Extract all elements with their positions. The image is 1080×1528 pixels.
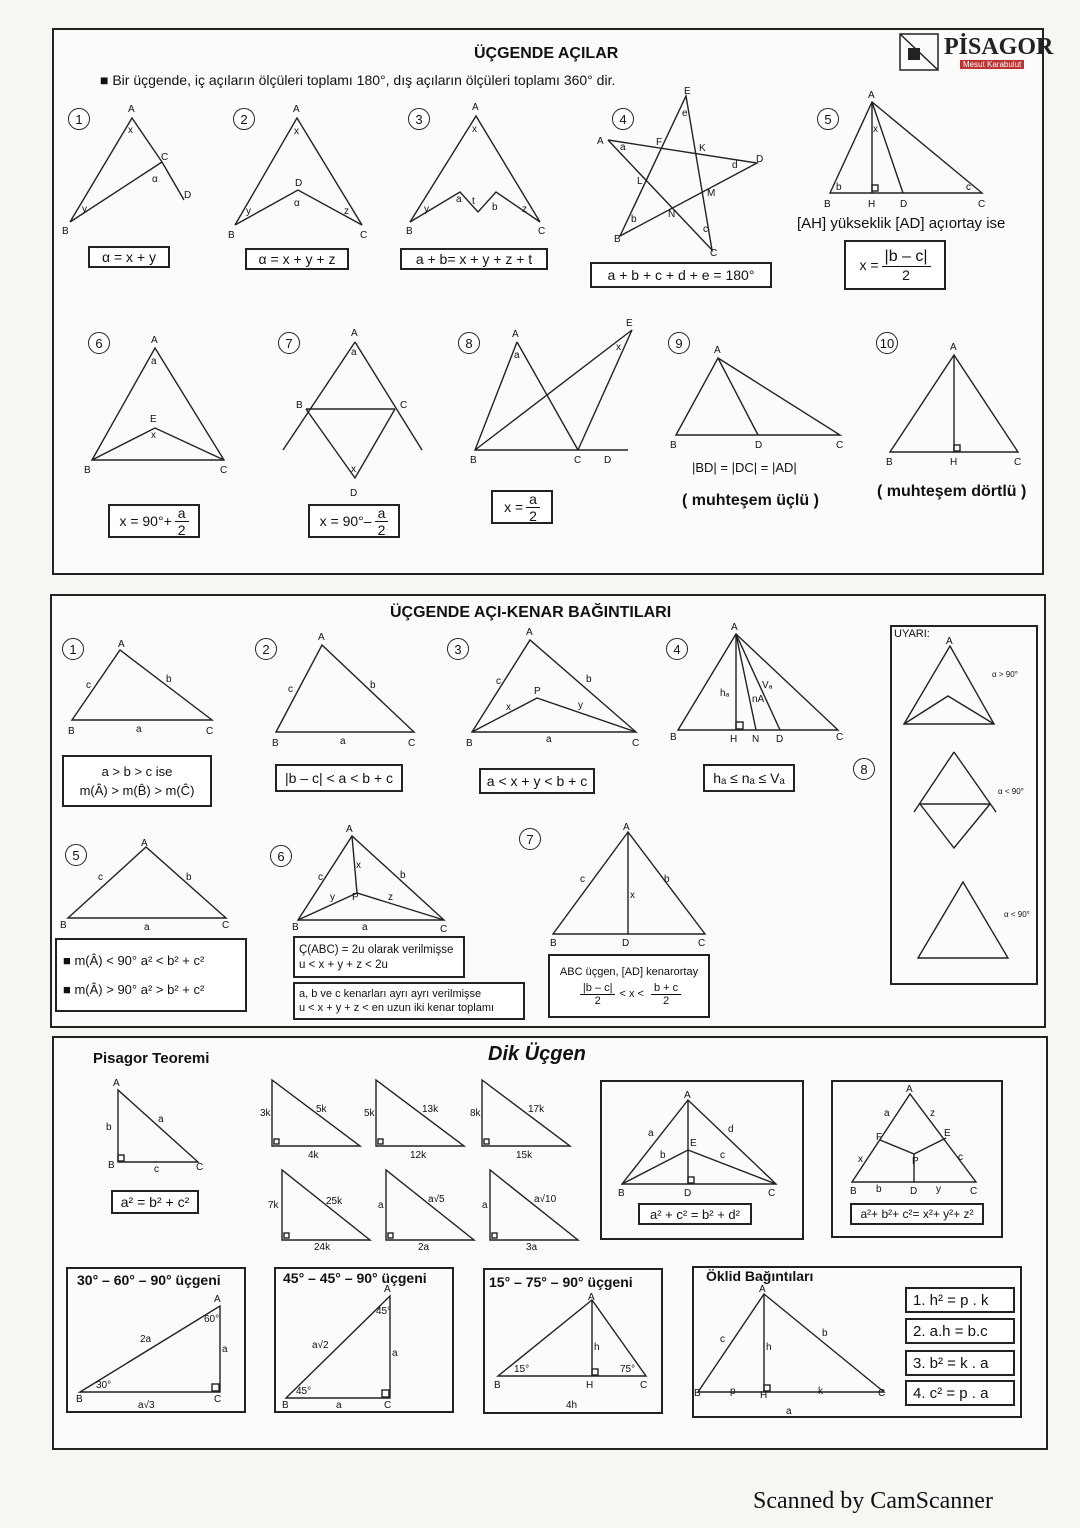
svg-text:α: α bbox=[294, 198, 300, 209]
svg-text:12k: 12k bbox=[410, 1150, 427, 1161]
s1-num-1: 1 bbox=[68, 108, 90, 130]
svg-text:c: c bbox=[86, 680, 91, 691]
s1-formula-1: α = x + y bbox=[88, 246, 170, 268]
s1-num-10: 10 bbox=[876, 332, 898, 354]
s1-num-2: 2 bbox=[233, 108, 255, 130]
svg-text:H: H bbox=[730, 734, 738, 745]
s1-f8-den: 2 bbox=[529, 507, 537, 524]
svg-text:c: c bbox=[98, 872, 103, 883]
svg-text:c: c bbox=[720, 1150, 725, 1161]
svg-text:e: e bbox=[682, 108, 688, 119]
svg-text:C: C bbox=[710, 248, 718, 259]
s2-f5b: ■ m(Â) > 90° a² > b² + c² bbox=[63, 982, 205, 997]
section2-title: ÜÇGENDE AÇI-KENAR BAĞINTILARI bbox=[390, 604, 672, 621]
svg-text:B: B bbox=[614, 234, 621, 245]
s1-formula-9: |BD| = |DC| = |AD| bbox=[692, 460, 797, 475]
svg-text:A: A bbox=[714, 345, 721, 356]
svg-text:A: A bbox=[906, 1084, 913, 1095]
svg-text:b: b bbox=[586, 674, 592, 685]
s1-f6-lhs: x = 90°+ bbox=[119, 513, 172, 529]
svg-text:b: b bbox=[106, 1122, 112, 1133]
title-45-45-90: 45° – 45° – 90° üçgeni bbox=[283, 1270, 427, 1286]
s2-f5a: ■ m(Â) < 90° a² < b² + c² bbox=[63, 953, 205, 968]
svg-text:b: b bbox=[822, 1328, 828, 1339]
svg-text:A: A bbox=[950, 342, 957, 353]
title-oklid: Öklid Bağıntıları bbox=[706, 1268, 814, 1284]
svg-text:C: C bbox=[978, 199, 986, 210]
s2-num-7: 7 bbox=[519, 828, 541, 850]
s2-num-3: 3 bbox=[447, 638, 469, 660]
fig-45-45-90 bbox=[282, 1284, 398, 1411]
svg-text:A: A bbox=[346, 824, 353, 835]
svg-text:a√10: a√10 bbox=[534, 1194, 557, 1205]
svg-text:A: A bbox=[684, 1090, 691, 1101]
svg-text:a: a bbox=[392, 1348, 398, 1359]
s1-formula-4: a + b + c + d + e = 180° bbox=[590, 262, 772, 288]
svg-text:b: b bbox=[492, 202, 498, 213]
svg-text:C: C bbox=[768, 1188, 776, 1199]
svg-text:α: α bbox=[152, 174, 158, 185]
svg-text:a: a bbox=[884, 1108, 890, 1119]
s2-num-5: 5 bbox=[65, 844, 87, 866]
svg-text:A: A bbox=[946, 636, 953, 647]
svg-text:D: D bbox=[756, 154, 764, 165]
svg-text:E: E bbox=[150, 414, 157, 425]
svg-text:c: c bbox=[580, 874, 585, 885]
svg-text:A: A bbox=[351, 328, 358, 339]
s1-num-4: 4 bbox=[612, 108, 634, 130]
svg-text:C: C bbox=[220, 465, 228, 476]
svg-text:L: L bbox=[637, 176, 643, 187]
s1-caption-9: ( muhteşem üçlü ) bbox=[682, 492, 819, 509]
svg-text:b: b bbox=[166, 674, 172, 685]
svg-text:P: P bbox=[534, 686, 541, 697]
svg-text:x: x bbox=[151, 430, 156, 441]
svg-text:F: F bbox=[876, 1132, 883, 1143]
pisagor-formula: a² = b² + c² bbox=[111, 1190, 199, 1214]
s1-f7-num: a bbox=[375, 505, 389, 522]
s2-num-1: 1 bbox=[62, 638, 84, 660]
svg-text:B: B bbox=[60, 920, 67, 931]
svg-text:d: d bbox=[732, 160, 738, 171]
svg-text:x: x bbox=[506, 702, 511, 713]
logo-author: Mesut Karabulut bbox=[960, 60, 1024, 69]
svg-text:C: C bbox=[206, 726, 214, 737]
s2-f7-rn: b + c bbox=[651, 982, 681, 995]
svg-text:B: B bbox=[670, 440, 677, 451]
footer-scanned: Scanned by CamScanner bbox=[753, 1488, 993, 1514]
svg-text:b: b bbox=[664, 874, 670, 885]
svg-text:B: B bbox=[694, 1388, 701, 1399]
svg-text:B: B bbox=[76, 1394, 83, 1405]
svg-text:C: C bbox=[408, 738, 416, 749]
s1-num-3: 3 bbox=[408, 108, 430, 130]
svg-text:A: A bbox=[512, 329, 519, 340]
svg-text:a: a bbox=[340, 736, 346, 747]
svg-text:75°: 75° bbox=[620, 1364, 636, 1375]
svg-text:E: E bbox=[944, 1128, 951, 1139]
quad-p-formula: a²+ b²+ c²= x²+ y²+ z² bbox=[850, 1203, 984, 1225]
svg-text:5k: 5k bbox=[316, 1104, 327, 1115]
warn-label-1: α > 90° bbox=[992, 670, 1018, 679]
svg-text:b: b bbox=[876, 1184, 882, 1195]
svg-text:D: D bbox=[295, 178, 303, 189]
svg-text:E: E bbox=[626, 318, 633, 329]
svg-text:D: D bbox=[350, 488, 358, 499]
svg-text:nA: nA bbox=[752, 694, 765, 705]
svg-text:h: h bbox=[766, 1342, 772, 1353]
svg-text:a: a bbox=[351, 347, 357, 358]
warn-label-3: α < 90° bbox=[1004, 910, 1030, 919]
svg-text:x: x bbox=[858, 1154, 863, 1165]
svg-text:15°: 15° bbox=[514, 1364, 530, 1375]
fig-30-60-90 bbox=[76, 1294, 228, 1411]
svg-text:7k: 7k bbox=[268, 1200, 279, 1211]
s2-f7-ld: 2 bbox=[594, 994, 601, 1007]
s1-num-6: 6 bbox=[88, 332, 110, 354]
svg-text:C: C bbox=[161, 152, 169, 163]
s2-f6b1: a, b ve c kenarları ayrı ayrı verilmişse bbox=[299, 988, 482, 1000]
svg-text:5k: 5k bbox=[364, 1108, 375, 1119]
svg-text:x: x bbox=[128, 125, 133, 136]
s2-formula-4: hₐ ≤ nₐ ≤ Vₐ bbox=[703, 764, 795, 792]
title-15-75-90: 15° – 75° – 90° üçgeni bbox=[489, 1274, 633, 1290]
svg-text:B: B bbox=[68, 726, 75, 737]
svg-text:b: b bbox=[631, 214, 637, 225]
svg-text:60°: 60° bbox=[204, 1314, 220, 1325]
svg-text:h: h bbox=[594, 1342, 600, 1353]
s2-f1a: a > b > c ise bbox=[101, 764, 173, 779]
oklid-3: 3. b² = k . a bbox=[905, 1350, 1015, 1376]
s1-num-9: 9 bbox=[668, 332, 690, 354]
svg-text:A: A bbox=[731, 622, 738, 633]
svg-text:p: p bbox=[730, 1386, 736, 1397]
warning-label: UYARI: bbox=[894, 628, 930, 640]
svg-text:D: D bbox=[910, 1186, 918, 1197]
svg-text:A: A bbox=[214, 1294, 221, 1305]
svg-text:H: H bbox=[868, 199, 876, 210]
svg-text:B: B bbox=[272, 738, 279, 749]
svg-text:A: A bbox=[293, 104, 300, 115]
pisagor-title: Pisagor Teoremi bbox=[93, 1050, 210, 1067]
svg-text:x: x bbox=[356, 860, 361, 871]
svg-text:z: z bbox=[344, 206, 349, 217]
s1-f8-lhs: x = bbox=[504, 499, 524, 515]
svg-text:B: B bbox=[470, 455, 477, 466]
s2-num-8: 8 bbox=[853, 758, 875, 780]
s1-formula-3: a + b= x + y + z + t bbox=[400, 248, 548, 270]
s1-f7-lhs: x = 90°– bbox=[319, 513, 372, 529]
title-30-60-90: 30° – 60° – 90° üçgeni bbox=[77, 1272, 221, 1288]
svg-text:D: D bbox=[684, 1188, 692, 1199]
svg-text:C: C bbox=[836, 732, 844, 743]
svg-text:C: C bbox=[400, 400, 408, 411]
svg-text:C: C bbox=[574, 455, 582, 466]
svg-text:B: B bbox=[282, 1400, 289, 1411]
s1-num-8: 8 bbox=[458, 332, 480, 354]
svg-text:45°: 45° bbox=[376, 1306, 392, 1317]
svg-text:x: x bbox=[472, 124, 477, 135]
svg-text:a√3: a√3 bbox=[138, 1400, 155, 1411]
fig-15-75-90 bbox=[494, 1292, 647, 1411]
svg-text:B: B bbox=[618, 1188, 625, 1199]
section1-intro: ■ Bir üçgende, iç açıların ölçüleri toplamı 180°, dış açıların ölçüleri toplamı 360° dir. bbox=[100, 72, 616, 88]
svg-text:A: A bbox=[588, 1292, 595, 1303]
svg-text:a: a bbox=[482, 1200, 488, 1211]
svg-text:a: a bbox=[222, 1344, 228, 1355]
svg-text:y: y bbox=[424, 204, 429, 215]
svg-text:a: a bbox=[136, 724, 142, 735]
svg-text:B: B bbox=[466, 738, 473, 749]
svg-text:N: N bbox=[668, 209, 676, 220]
svg-text:B: B bbox=[670, 732, 677, 743]
s2-num-2: 2 bbox=[255, 638, 277, 660]
svg-text:45°: 45° bbox=[296, 1386, 312, 1397]
svg-text:c: c bbox=[154, 1164, 159, 1175]
svg-text:2a: 2a bbox=[140, 1334, 152, 1345]
svg-text:C: C bbox=[538, 226, 546, 237]
s2-f6b2: u < x + y + z < en uzun iki kenar toplamı bbox=[299, 1002, 495, 1014]
svg-text:B: B bbox=[62, 226, 69, 237]
svg-text:A: A bbox=[151, 335, 158, 346]
svg-text:3k: 3k bbox=[260, 1108, 271, 1119]
svg-text:P: P bbox=[912, 1156, 919, 1167]
svg-text:B: B bbox=[886, 457, 893, 468]
svg-text:P: P bbox=[352, 892, 359, 903]
svg-text:c: c bbox=[703, 224, 708, 235]
svg-text:C: C bbox=[360, 230, 368, 241]
svg-text:Vₐ: Vₐ bbox=[762, 680, 773, 691]
svg-text:b: b bbox=[186, 872, 192, 883]
svg-text:A: A bbox=[128, 104, 135, 115]
svg-text:2a: 2a bbox=[418, 1242, 430, 1253]
svg-text:a: a bbox=[144, 922, 150, 933]
svg-text:b: b bbox=[370, 680, 376, 691]
svg-text:a: a bbox=[648, 1128, 654, 1139]
svg-text:k: k bbox=[818, 1386, 823, 1397]
svg-text:y: y bbox=[330, 892, 335, 903]
s2-f7-rd: 2 bbox=[662, 994, 670, 1007]
svg-text:B: B bbox=[296, 400, 303, 411]
oklid-1: 1. h² = p . k bbox=[905, 1287, 1015, 1313]
svg-text:24k: 24k bbox=[314, 1242, 331, 1253]
svg-text:D: D bbox=[604, 455, 612, 466]
svg-text:H: H bbox=[760, 1390, 768, 1401]
svg-text:B: B bbox=[228, 230, 235, 241]
svg-text:B: B bbox=[406, 226, 413, 237]
svg-text:a√5: a√5 bbox=[428, 1194, 445, 1205]
s2-f6a2: u < x + y + z < 2u bbox=[299, 958, 388, 971]
oklid-2: 2. a.h = b.c bbox=[905, 1318, 1015, 1344]
svg-text:a: a bbox=[786, 1406, 792, 1417]
svg-text:A: A bbox=[318, 632, 325, 643]
svg-text:B: B bbox=[850, 1186, 857, 1197]
svg-text:F: F bbox=[656, 137, 663, 148]
svg-text:c: c bbox=[288, 684, 293, 695]
s2-formula-2: |b – c| < a < b + c bbox=[275, 764, 403, 792]
svg-text:a: a bbox=[151, 356, 157, 367]
svg-text:K: K bbox=[699, 143, 706, 154]
svg-text:A: A bbox=[118, 639, 125, 650]
svg-text:C: C bbox=[214, 1394, 222, 1405]
svg-text:D: D bbox=[776, 734, 784, 745]
svg-text:hₐ: hₐ bbox=[720, 688, 730, 699]
fig-oklid bbox=[694, 1284, 885, 1417]
svg-text:c: c bbox=[966, 182, 971, 193]
s2-f7a: ABC üçgen, [AD] kenarortay bbox=[559, 965, 699, 978]
svg-text:a: a bbox=[456, 194, 462, 205]
s1-f8-num: a bbox=[526, 491, 540, 508]
svg-text:y: y bbox=[936, 1184, 941, 1195]
svg-text:D: D bbox=[900, 199, 908, 210]
svg-text:M: M bbox=[707, 188, 716, 199]
dik-ucgen-title: Dik Üçgen bbox=[488, 1043, 586, 1065]
section1-title: ÜÇGENDE AÇILAR bbox=[474, 45, 619, 62]
svg-text:d: d bbox=[728, 1124, 734, 1135]
svg-text:z: z bbox=[930, 1108, 935, 1119]
svg-text:A: A bbox=[759, 1284, 766, 1295]
s1-f5-lhs: x = bbox=[859, 257, 879, 273]
svg-text:z: z bbox=[388, 892, 393, 903]
svg-text:C: C bbox=[878, 1388, 886, 1399]
svg-text:b: b bbox=[400, 870, 406, 881]
svg-text:a√2: a√2 bbox=[312, 1340, 329, 1351]
svg-text:A: A bbox=[472, 102, 479, 113]
svg-text:c: c bbox=[958, 1152, 963, 1163]
svg-text:17k: 17k bbox=[528, 1104, 545, 1115]
s1-caption-10: ( muhteşem dörtlü ) bbox=[877, 483, 1027, 500]
svg-text:B: B bbox=[84, 465, 91, 476]
svg-text:B: B bbox=[494, 1380, 501, 1391]
svg-text:a: a bbox=[362, 922, 368, 933]
svg-text:a: a bbox=[514, 350, 520, 361]
svg-text:C: C bbox=[196, 1162, 204, 1173]
svg-text:D: D bbox=[755, 440, 763, 451]
svg-text:y: y bbox=[578, 700, 583, 711]
svg-text:25k: 25k bbox=[326, 1196, 343, 1207]
s1-f6-num: a bbox=[175, 505, 189, 522]
svg-text:4h: 4h bbox=[566, 1400, 578, 1411]
svg-text:C: C bbox=[384, 1400, 392, 1411]
svg-text:b: b bbox=[660, 1150, 666, 1161]
svg-text:15k: 15k bbox=[516, 1150, 533, 1161]
svg-text:A: A bbox=[526, 627, 533, 638]
s2-num-6: 6 bbox=[270, 845, 292, 867]
svg-text:b: b bbox=[836, 182, 842, 193]
oklid-4: 4. c² = p . a bbox=[905, 1380, 1015, 1406]
svg-text:B: B bbox=[550, 938, 557, 949]
svg-text:4k: 4k bbox=[308, 1150, 319, 1161]
svg-text:3a: 3a bbox=[526, 1242, 538, 1253]
s1-f6-den: 2 bbox=[177, 521, 186, 538]
quad-d-formula: a² + c² = b² + d² bbox=[638, 1203, 752, 1225]
s1-f7-den: 2 bbox=[377, 521, 386, 538]
svg-text:c: c bbox=[496, 676, 501, 687]
s1-formula-2: α = x + y + z bbox=[245, 248, 349, 270]
svg-text:y: y bbox=[246, 206, 251, 217]
svg-text:D: D bbox=[622, 938, 630, 949]
svg-text:B: B bbox=[824, 199, 831, 210]
svg-text:A: A bbox=[597, 136, 604, 147]
svg-text:H: H bbox=[950, 457, 958, 468]
svg-text:B: B bbox=[108, 1160, 115, 1171]
svg-text:C: C bbox=[970, 1186, 978, 1197]
svg-text:x: x bbox=[616, 342, 621, 353]
svg-text:c: c bbox=[720, 1334, 725, 1345]
svg-text:B: B bbox=[292, 922, 299, 933]
svg-text:A: A bbox=[868, 90, 875, 101]
s2-num-4: 4 bbox=[666, 638, 688, 660]
svg-text:30°: 30° bbox=[96, 1380, 112, 1391]
s2-f7-ln: |b – c| bbox=[580, 982, 616, 995]
svg-text:x: x bbox=[873, 124, 878, 135]
svg-text:a: a bbox=[158, 1114, 164, 1125]
svg-text:x: x bbox=[630, 890, 635, 901]
svg-text:c: c bbox=[318, 872, 323, 883]
s1-num-5: 5 bbox=[817, 108, 839, 130]
svg-text:a: a bbox=[546, 734, 552, 745]
s2-f6a1: Ç(ABC) = 2u olarak verilmişse bbox=[299, 943, 454, 956]
svg-text:13k: 13k bbox=[422, 1104, 439, 1115]
svg-text:A: A bbox=[113, 1078, 120, 1089]
svg-text:N: N bbox=[752, 734, 760, 745]
svg-text:C: C bbox=[222, 920, 230, 931]
svg-text:t: t bbox=[472, 196, 475, 207]
svg-text:z: z bbox=[522, 204, 527, 215]
svg-text:E: E bbox=[684, 86, 691, 97]
logo-brand: PİSAGOR bbox=[944, 34, 1054, 60]
svg-text:8k: 8k bbox=[470, 1108, 481, 1119]
s1-f5-den: 2 bbox=[902, 266, 910, 283]
svg-text:x: x bbox=[351, 464, 356, 475]
svg-text:C: C bbox=[1014, 457, 1022, 468]
svg-text:A: A bbox=[384, 1284, 391, 1295]
s2-f7-mid: < x < bbox=[619, 988, 644, 1000]
svg-text:a: a bbox=[336, 1400, 342, 1411]
s2-formula-3: a < x + y < b + c bbox=[479, 768, 595, 794]
svg-text:x: x bbox=[294, 126, 299, 137]
s1-num-7: 7 bbox=[278, 332, 300, 354]
svg-text:A: A bbox=[623, 822, 630, 833]
warn-label-2: α < 90° bbox=[998, 787, 1024, 796]
s2-f1b: m(Â) > m(B̂) > m(Ĉ) bbox=[79, 783, 195, 798]
svg-text:E: E bbox=[690, 1138, 697, 1149]
svg-text:C: C bbox=[632, 738, 640, 749]
svg-text:C: C bbox=[836, 440, 844, 451]
svg-text:C: C bbox=[698, 938, 706, 949]
svg-text:A: A bbox=[141, 838, 148, 849]
svg-text:C: C bbox=[640, 1380, 648, 1391]
svg-text:H: H bbox=[586, 1380, 594, 1391]
s1-note-5: [AH] yükseklik [AD] açıortay ise bbox=[797, 215, 1006, 232]
svg-text:a: a bbox=[378, 1200, 384, 1211]
svg-text:D: D bbox=[184, 190, 192, 201]
s1-f5-num: |b – c| bbox=[882, 248, 931, 267]
svg-text:C: C bbox=[440, 924, 448, 935]
svg-text:a: a bbox=[620, 142, 626, 153]
svg-text:y: y bbox=[82, 204, 87, 215]
